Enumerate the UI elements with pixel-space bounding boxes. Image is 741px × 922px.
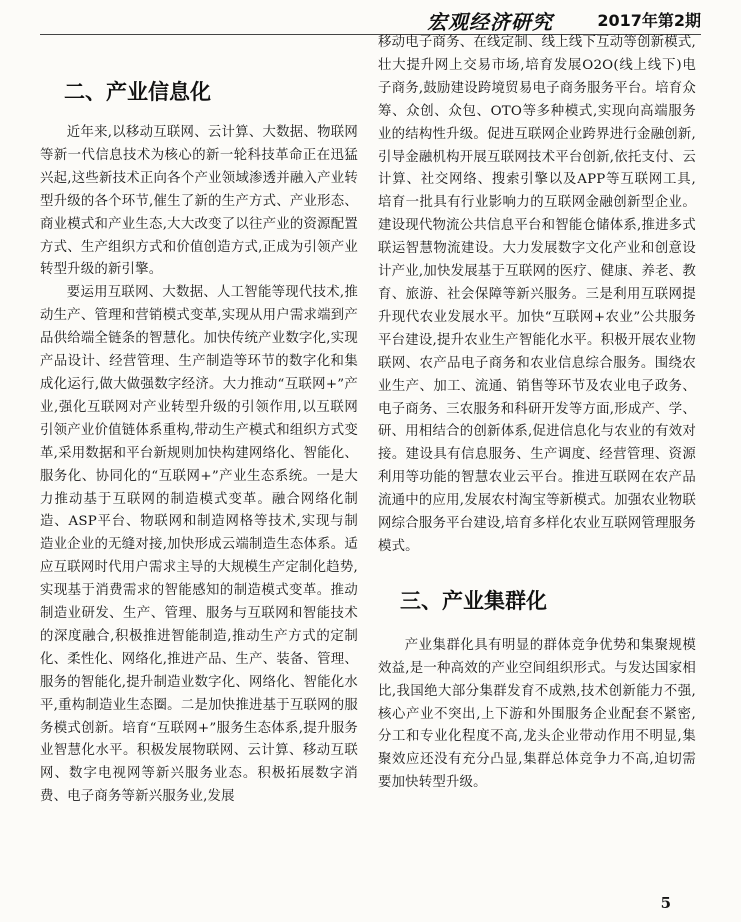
section-heading-industrial-clustering: 三、产业集群化 xyxy=(400,588,547,613)
right-column xyxy=(378,35,696,795)
paragraph-internet-plus-continued: 移动电子商务、在线定制、线上线下互动等创新模式,壮大提升网上交易市场,培育发展O2O(线上线下)电子商务,鼓励建设跨境贸易电子商务服务平台。培育众筹、众创、众包、OTO等多种模式,实现向高端服务业的结构性升级。促进互联网企业跨界进行金融创新,引导金融机构开展互联网技术平台创新,依托支付、云计算、社交网络、搜索引擎以及APP等互联网工具,培育一批具有行业影响力的互联网金融创新型企业。建设现代物流公共信息平台和智能仓储体系,推进多式联运智慧物流建设。大力发展数字文化产业和创意设计产业,加快发展基于互联网的医疗、健康、养老、教育、旅游、社会保障等新兴服务。三是利用互联网提升现代农业发展水平。加快“互联网+农业”公共服务平台建设,提升农业生产智能化水平。积极开展农业物联网、农产品电子商务和农业信息综合服务。围绕农业生产、加工、流通、销售等环节及农业电子政务、电子商务、三农服务和科研开发等方面,形成产、学、研、用相结合的创新体系,促进信息化与农业的有效对接。建设具有信息服务、生产调度、经营管理、资源利用等功能的智慧农业云平台。推进互联网在农产品流通中的应用,发展农村淘宝等新模式。加强农业物联网综合服务平台建设,培育多样化农业互联网管理服务模式。 xyxy=(378,35,696,554)
issue-label: 2017年第2期 xyxy=(597,11,701,30)
paragraph-intro: 近年来,以移动互联网、云计算、大数据、物联网等新一代信息技术为核心的新一轮科技革命正在迅猛兴起,这些新技术正向各个产业领域渗透并融入产业转型升级的各个环节,催生了新的生产方式、产业形态、商业模式和产业生态,大大改变了以往产业的资源配置方式、生产组织方式和价值创造方式,正成为引领产业转型升级的新引擎。 xyxy=(40,125,358,278)
journal-title: 宏观经济研究 xyxy=(427,10,553,34)
paragraph-clustering: 产业集群化具有明显的群体竞争优势和集聚规模效益,是一种高效的产业空间组织形式。与发达国家相比,我国绝大部分集群发育不成熟,技术创新能力不强,核心产业不突出,上下游和外围服务企业配套不紧密,分工和专业化程度不高,龙头企业带动作用不明显,集聚效应还没有充分凸显,集群总体竞争力不高,迫切需要加快转型升级。 xyxy=(378,637,696,791)
running-header xyxy=(40,0,701,35)
paragraph-internet-plus: 要运用互联网、大数据、人工智能等现代技术,推动生产、管理和营销模式变革,实现从用户需求端到产品供给端全链条的智慧化。加快传统产业数字化,实现产品设计、经营管理、生产制造等环节的数字化和集成化运行,做大做强数字经济。大力推动“互联网+”产业,强化互联网对产业转型升级的引领作用,以互联网引领产业价值链体系重构,带动生产模式和组织方式变革,采用数据和平台新规则加快构建网络化、智能化、服务化、协同化的“互联网+”产业生态系统。一是大力推动基于互联网的制造模式变革。融合网络化制造、ASP平台、物联网和制造网格等技术,实现与制造业企业的无缝对接,加快形成云端制造生态体系。适应互联网时代用户需求主导的大规模生产定制化趋势,实现基于消费需求的智能感知的制造模式变革。推动制造业研发、生产、管理、服务与互联网和智能技术的深度融合,积极推进智能制造,推动生产方式的定制化、柔性化、网络化,推进产品、生产、装备、管理、服务的智能化,提升制造业数字化、网络化、智能化水平,重构制造业生态圈。二是加快推进基于互联网的服务模式创新。培育“互联网+”服务生态体系,提升服务业智慧化水平。积极发展物联网、云计算、移动互联网、数字电视网等新兴服务业态。积极拓展数字消费、电子商务等新兴服务业,发展 xyxy=(40,285,358,805)
page-number: 5 xyxy=(660,894,671,912)
section-heading-industrial-informatization: 二、产业信息化 xyxy=(64,80,211,104)
left-column xyxy=(40,40,358,809)
